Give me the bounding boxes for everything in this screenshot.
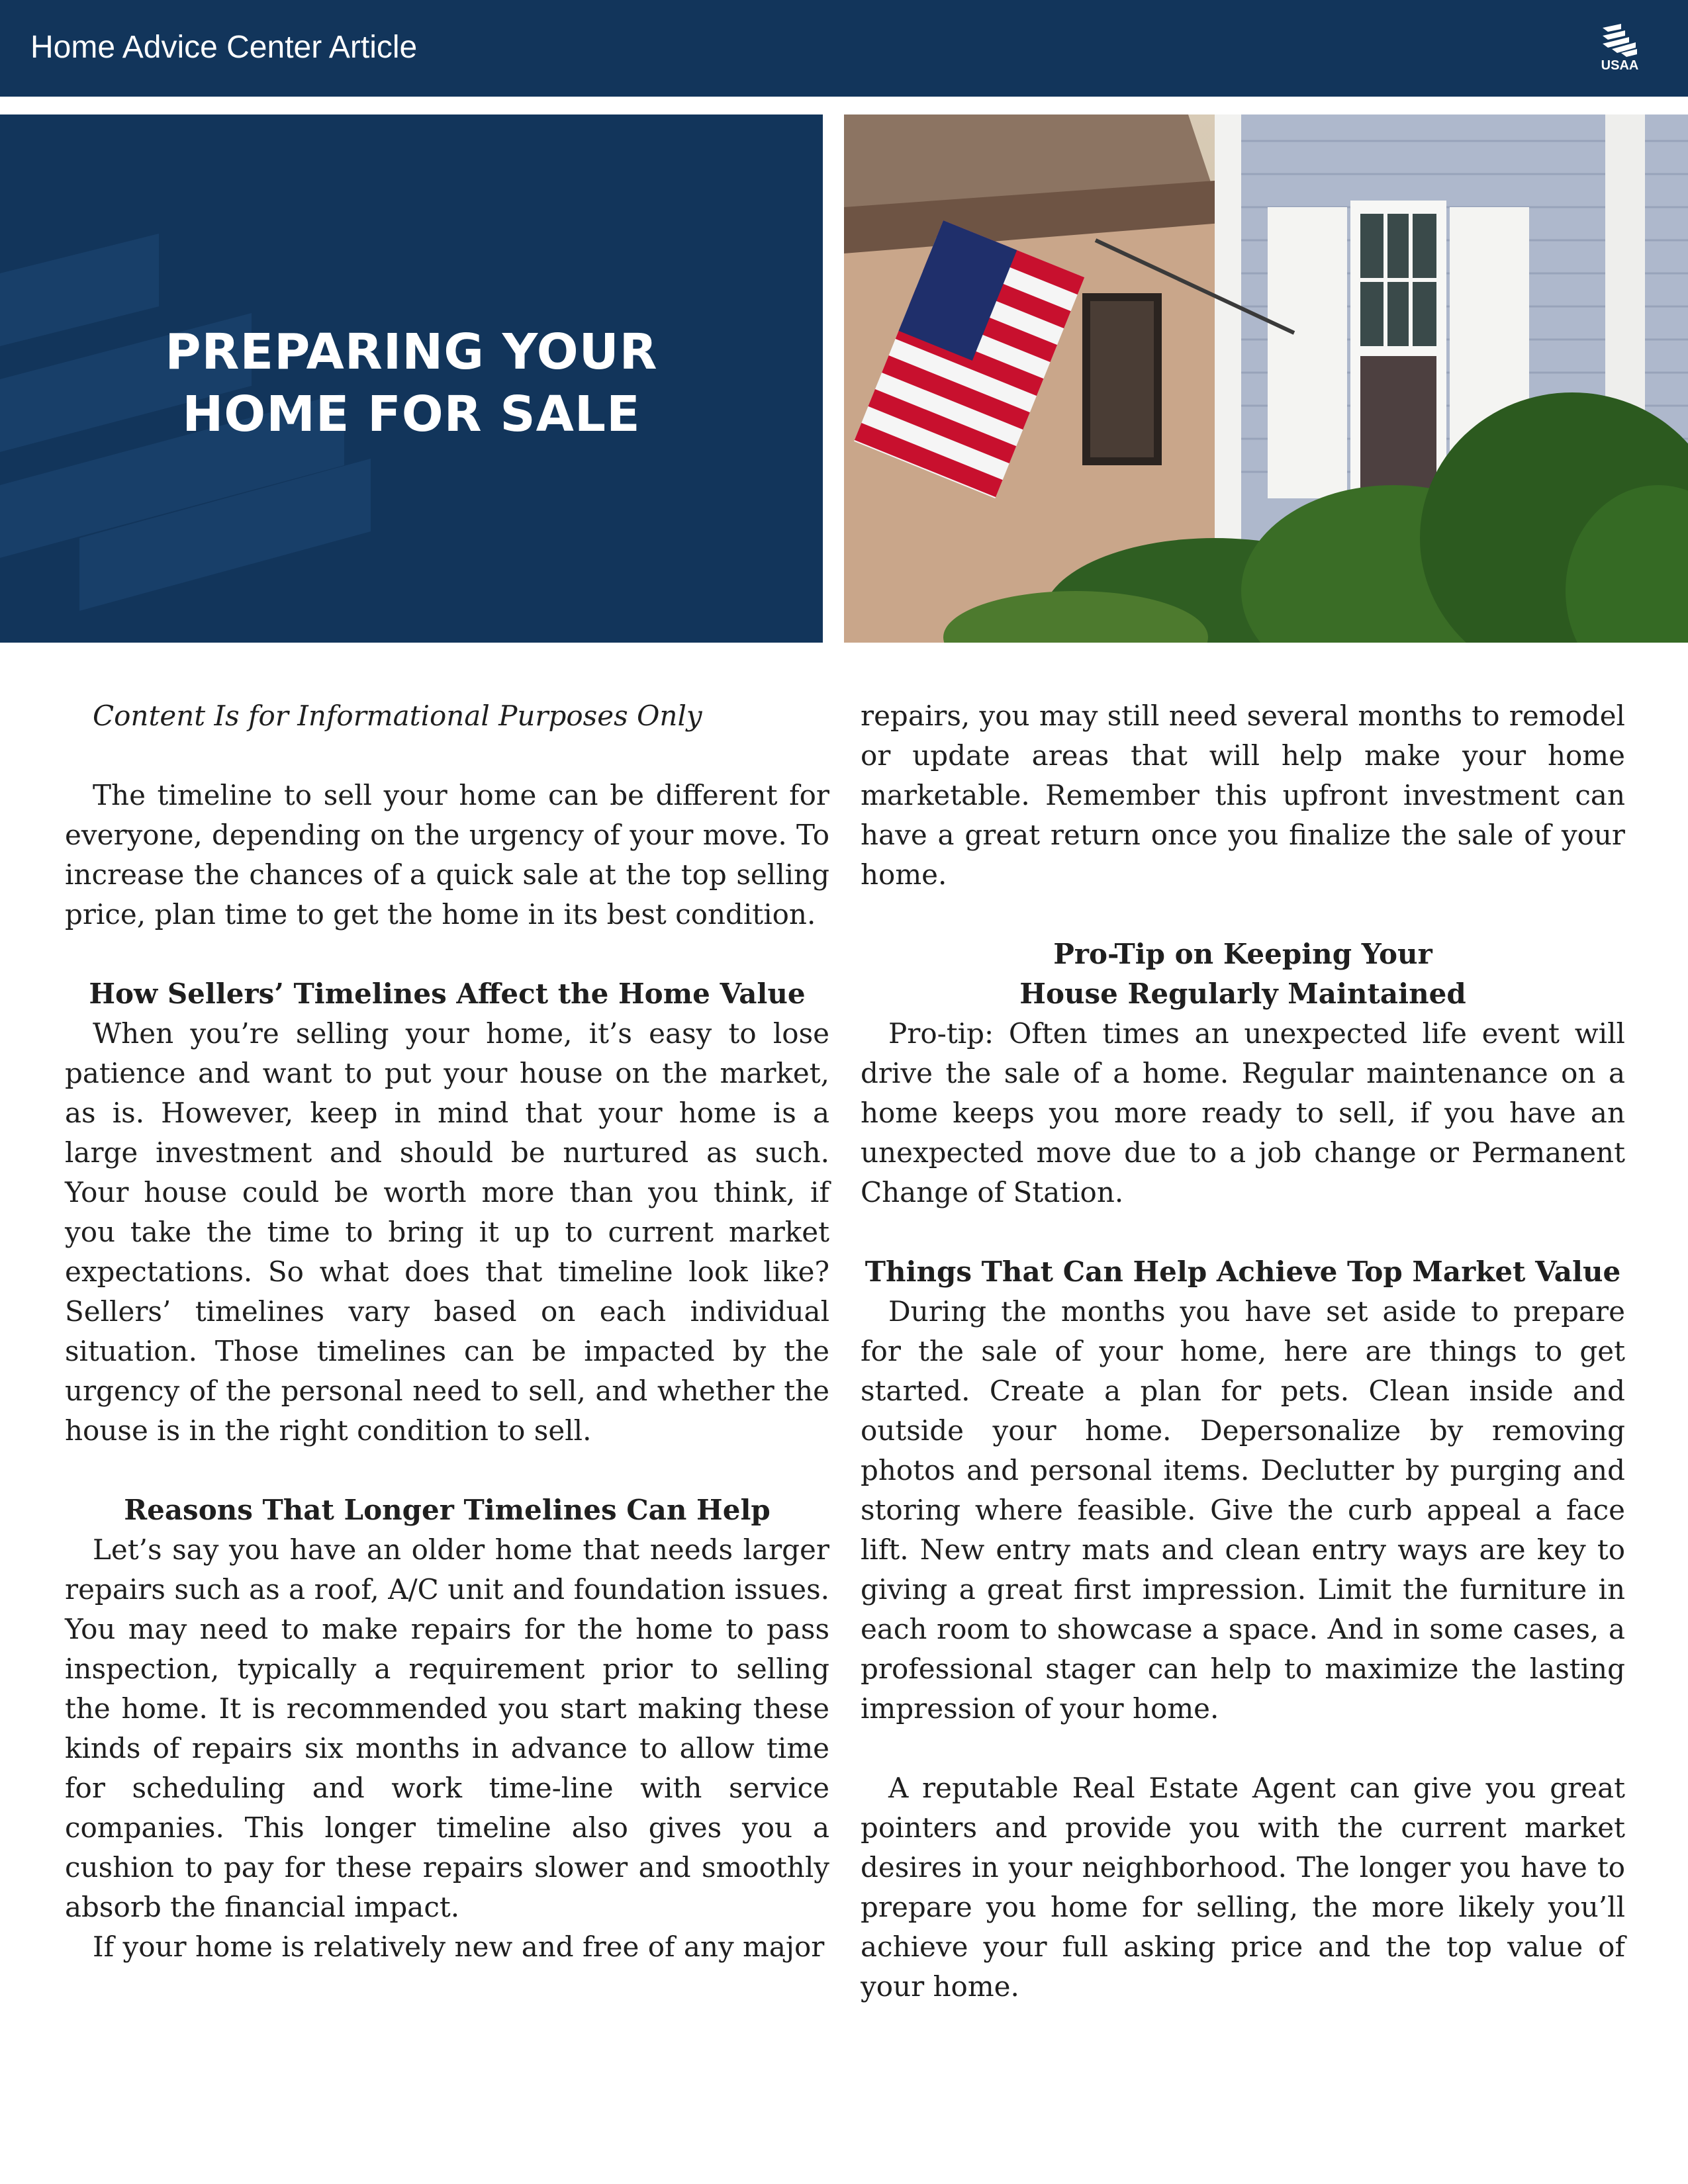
section-body-pro-tip: Pro-tip: Often times an unexpected life event will drive the sale of a home. Regular maintenance on a home keeps you more ready to sell, if you have an unexpected move due to a job change or Permanent Change of Station.	[861, 1017, 1625, 1208]
hero-title-line2: HOME FOR SALE	[182, 386, 641, 443]
intro-paragraph: The timeline to sell your home can be different for everyone, depending on the urgency of your move. To increase the chances of a quick sale at the top selling price, plan time to get the home in its best condition.	[65, 779, 829, 931]
section-body-market-value: During the months you have set aside to prepare for the sale of your home, here are things to get started. Create a plan for pets. Clean inside and outside your home. Depersonalize by removing photos and personal items. Declutter by purging and storing where feasible. Give the curb appeal a face lift. New entry mats and clean entry ways are key to giving a great first impression. Limit the furniture in each room to showcase a space. And in some cases, a professional stager can help to maximize the lasting impression of your home.	[861, 1295, 1625, 1725]
section-body-longer-timelines: Let’s say you have an older home that needs larger repairs such as a roof, A/C unit and foundation issues. You may need to make repairs for the home to pass inspection, typically a requirement prior to selling the home. It is recommended you start making these kinds of repairs six months in advance to allow time for scheduling and work time-line with service companies. This longer timeline also gives you a cushion to pay for these repairs slower and smoothly absorb the financial impact.	[65, 1533, 829, 1923]
section-body-new-home-cont: repairs, you may still need several months to remodel or update areas that will help make your home marketable. Remember this upfront investment can have a great return once you finalize the sale of your home.	[861, 700, 1625, 891]
disclaimer-text: Content Is for Informational Purposes Only	[93, 700, 702, 732]
section-heading-pro-tip	[861, 934, 1625, 1014]
section-heading-timelines: How Sellers’ Timelines Affect the Home Value	[89, 978, 806, 1010]
hero-title-panel	[0, 114, 823, 643]
section-heading-market-value: Things That Can Help Achieve Top Market Value	[865, 1255, 1621, 1288]
closing-paragraph: A reputable Real Estate Agent can give you great pointers and provide you with the current market desires in your neighborhood. The longer you have to prepare you home for selling, the more likely you’ll achieve your full asking price and the top value of your home.	[861, 1772, 1625, 2003]
section-heading-longer-timelines: Reasons That Longer Timelines Can Help	[124, 1494, 771, 1526]
pro-tip-heading-line1: Pro-Tip on Keeping Your	[1053, 938, 1432, 970]
header-bar	[0, 0, 1688, 97]
house-with-flag-photo	[844, 114, 1688, 643]
hero-title	[0, 321, 823, 445]
article-column-right	[861, 696, 1625, 2007]
section-body-new-home-start: If your home is relatively new and free of any major	[93, 1931, 825, 1963]
article-column-left	[65, 696, 829, 1967]
house-photo-illustration	[844, 114, 1688, 643]
section-body-timelines: When you’re selling your home, it’s easy to lose patience and want to put your house on the market, as is. However, keep in mind that your home is a large investment and should be nurtured as such. Your house could be worth more than you think, if you take the time to bring it up to current market expectations. So what does that timeline look like? Sellers’ timelines vary based on each individual situation. Those timelines can be impacted by the urgency of the personal need to sell, and whether the house is in the right condition to sell.	[65, 1017, 829, 1447]
logo-text: USAA	[1601, 58, 1639, 73]
pro-tip-heading-line2: House Regularly Maintained	[1019, 978, 1466, 1010]
header-title: Home Advice Center Article	[30, 30, 418, 65]
hero-title-line1: PREPARING YOUR	[165, 324, 658, 381]
